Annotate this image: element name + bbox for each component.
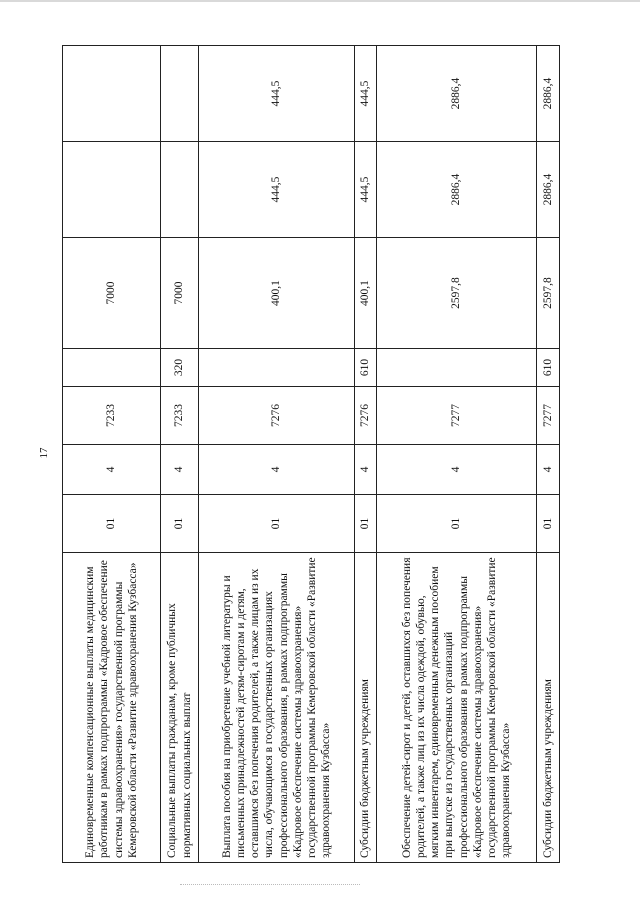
subsection-code: 4: [355, 445, 377, 495]
amount-year-2: [161, 142, 199, 238]
rotated-table-container: [62, 46, 559, 863]
target-article-code: 7276: [199, 387, 355, 445]
amount-year-3: 444,5: [355, 46, 377, 142]
expense-type-code: 610: [355, 349, 377, 387]
row-description: Обеспечение детей-сирот и детей, оставшихся без попечения родителей, а также лиц из их числа одеждой, обувью, мягким инвентарем, единовременным денежным пособием при выпуске из государственных организаций профессионального образования в рамках подпрограммы «Кадровое обеспечение системы здравоохранения» государственной программы Кемеровской области «Развитие здравоохранения Кузбасса»: [377, 553, 537, 863]
row-description: Выплата пособия на приобретение учебной литературы и письменных принадлежностей детям-сиротам и детям, оставшимся без попечения родителей, а также лицам из их числа, обучающимся в государственных организациях профессионального образования, в рамках подпрограммы «Кадровое обеспечение системы здравоохранения» государственной программы Кемеровской области «Развитие здравоохранения Кузбасса»: [199, 553, 355, 863]
section-code: 01: [355, 495, 377, 553]
amount-year-1: 7000: [63, 238, 161, 349]
section-code: 01: [377, 495, 537, 553]
amount-year-1: 2597,8: [377, 238, 537, 349]
section-code: 01: [63, 495, 161, 553]
table-row: [377, 46, 537, 863]
amount-year-1: 400,1: [199, 238, 355, 349]
amount-year-1: 2597,8: [537, 238, 560, 349]
row-description: Единовременные компенсационные выплаты медицинским работникам в рамках подпрограммы «Кадровое обеспечение системы здравоохранения» государственной программы Кемеровской области «Развитие здравоохранения Кузбасса»: [63, 553, 161, 863]
amount-year-2: [63, 142, 161, 238]
subsection-code: 4: [63, 445, 161, 495]
page-top-edge: [0, 0, 640, 2]
expense-type-code: 610: [537, 349, 560, 387]
amount-year-3: [63, 46, 161, 142]
amount-year-2: 444,5: [355, 142, 377, 238]
table-row: [537, 46, 560, 863]
table-row: [161, 46, 199, 863]
amount-year-1: 7000: [161, 238, 199, 349]
subsection-code: 4: [537, 445, 560, 495]
table-row: [355, 46, 377, 863]
expense-type-code: [377, 349, 537, 387]
row-description: Субсидии бюджетным учреждениям: [537, 553, 560, 863]
subsection-code: 4: [199, 445, 355, 495]
amount-year-3: 444,5: [199, 46, 355, 142]
amount-year-3: 2886,4: [537, 46, 560, 142]
row-description: Социальные выплаты гражданам, кроме публичных нормативных социальных выплат: [161, 553, 199, 863]
subsection-code: 4: [161, 445, 199, 495]
amount-year-3: 2886,4: [377, 46, 537, 142]
expense-type-code: [199, 349, 355, 387]
target-article-code: 7233: [161, 387, 199, 445]
target-article-code: 7277: [377, 387, 537, 445]
section-code: 01: [199, 495, 355, 553]
page-number: 17: [38, 447, 50, 459]
row-description: Субсидии бюджетным учреждениям: [355, 553, 377, 863]
amount-year-1: 400,1: [355, 238, 377, 349]
scan-artifact: [180, 884, 360, 886]
amount-year-2: 444,5: [199, 142, 355, 238]
budget-table: [62, 45, 560, 863]
expense-type-code: [63, 349, 161, 387]
amount-year-3: [161, 46, 199, 142]
section-code: 01: [537, 495, 560, 553]
target-article-code: 7277: [537, 387, 560, 445]
subsection-code: 4: [377, 445, 537, 495]
amount-year-2: 2886,4: [377, 142, 537, 238]
expense-type-code: 320: [161, 349, 199, 387]
target-article-code: 7233: [63, 387, 161, 445]
table-row: [199, 46, 355, 863]
amount-year-2: 2886,4: [537, 142, 560, 238]
table-row: [63, 46, 161, 863]
section-code: 01: [161, 495, 199, 553]
target-article-code: 7276: [355, 387, 377, 445]
